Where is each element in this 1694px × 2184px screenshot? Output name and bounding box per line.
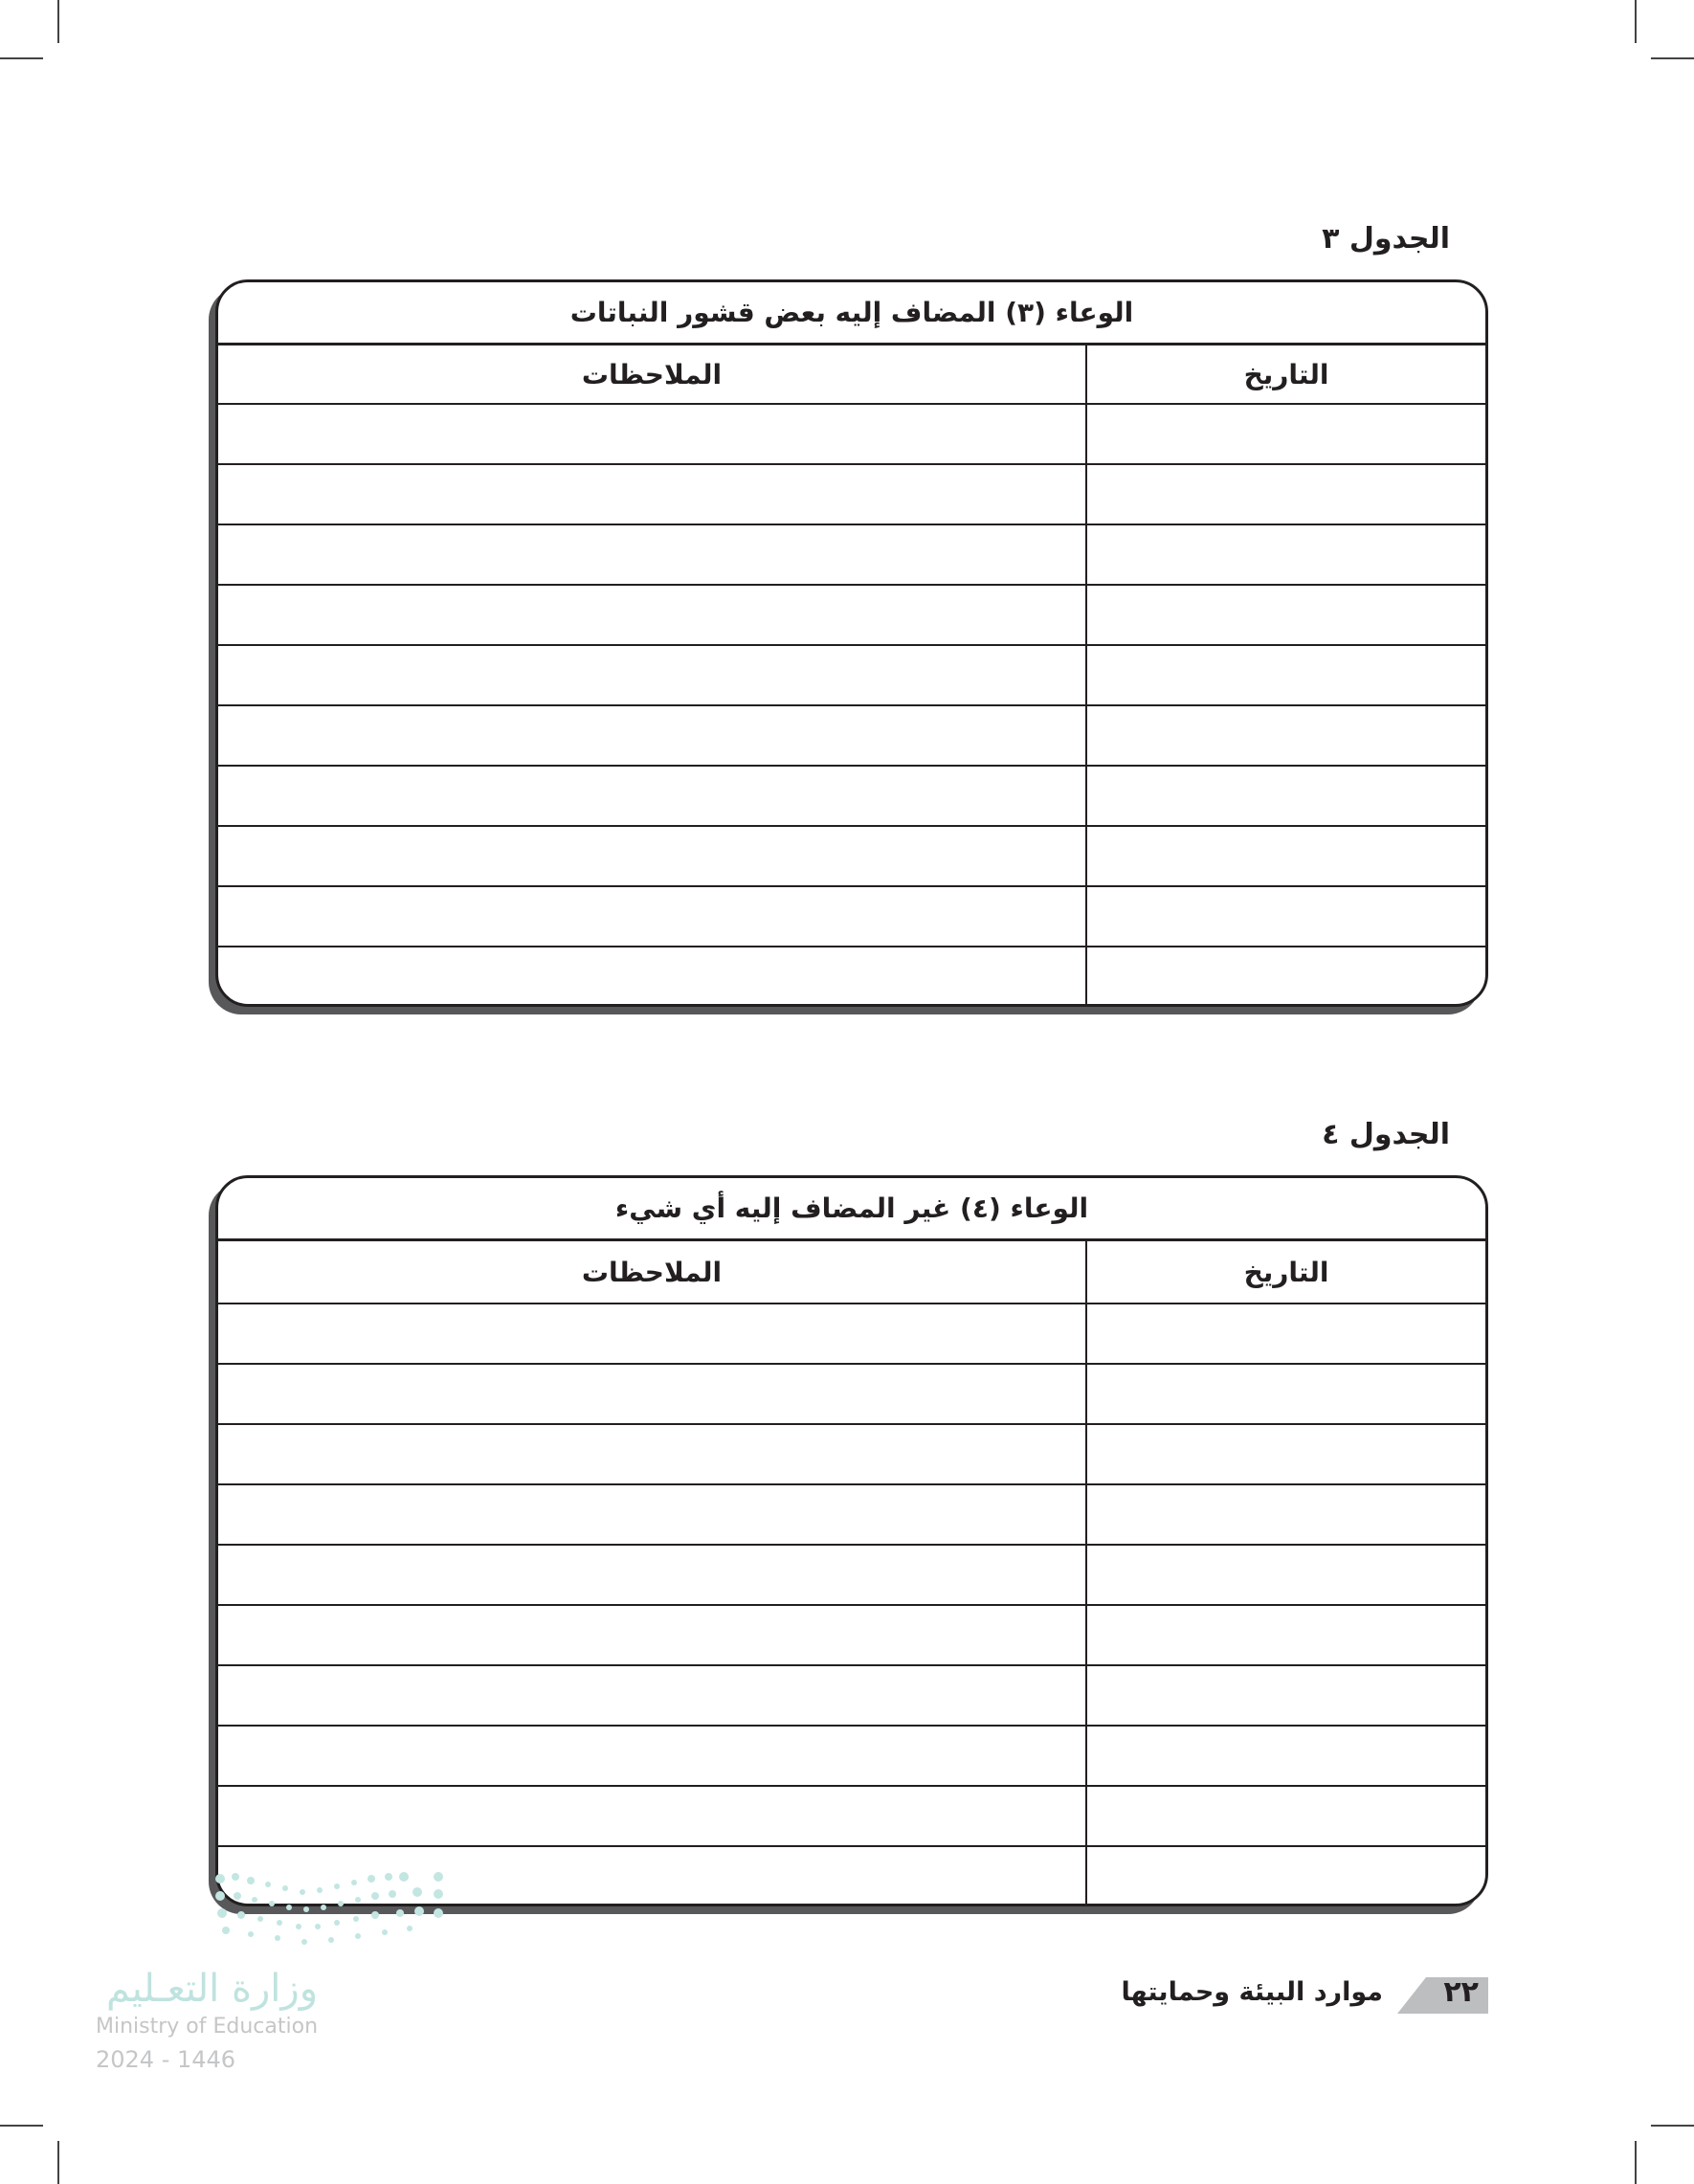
crop-mark [0,57,43,59]
table-caption: الجدول ٤ [1322,1118,1450,1151]
ministry-dots-logo [212,1871,452,1948]
date-cell[interactable] [1085,646,1485,704]
date-cell[interactable] [1085,887,1485,946]
notes-cell[interactable] [218,586,1085,644]
table-row [218,887,1485,947]
table-4 [215,1175,1488,1906]
date-cell[interactable] [1085,1666,1485,1725]
notes-cell[interactable] [218,706,1085,765]
table-title: الوعاء (٤) غير المضاف إليه أي شيء [218,1178,1485,1241]
date-cell[interactable] [1085,706,1485,765]
crop-mark [0,2125,43,2127]
table-body [215,279,1488,1007]
table-row [218,465,1485,525]
table-row [218,706,1485,767]
notes-cell[interactable] [218,465,1085,524]
table-row [218,1606,1485,1666]
notes-cell[interactable] [218,525,1085,584]
date-cell[interactable] [1085,1365,1485,1423]
date-cell[interactable] [1085,1546,1485,1604]
table-row [218,586,1485,646]
table-row [218,1425,1485,1485]
column-header-notes: الملاحظات [581,1256,723,1288]
notes-cell[interactable] [218,1666,1085,1725]
date-cell[interactable] [1085,525,1485,584]
crop-mark [1635,0,1637,43]
column-header-notes: الملاحظات [581,358,723,390]
date-cell[interactable] [1085,1787,1485,1845]
notes-cell[interactable] [218,947,1085,1007]
table-row [218,525,1485,586]
crop-mark [1651,2125,1694,2127]
date-cell[interactable] [1085,1727,1485,1785]
table-row [218,1365,1485,1425]
table-title: الوعاء (٣) المضاف إليه بعض قشور النباتات [218,282,1485,345]
table-row [218,827,1485,887]
page-number: ٢٢ [1443,1975,1479,2009]
notes-cell[interactable] [218,1485,1085,1544]
table-row [218,947,1485,1007]
crop-mark [57,2141,59,2184]
page-number-tab [1397,1972,1488,2014]
notes-cell[interactable] [218,1365,1085,1423]
table-row [218,1485,1485,1546]
ministry-watermark [96,1967,318,2073]
table-body [215,1175,1488,1906]
edition-year: 2024 - 1446 [96,2046,236,2073]
date-cell[interactable] [1085,1485,1485,1544]
date-cell[interactable] [1085,586,1485,644]
notes-cell[interactable] [218,827,1085,885]
date-cell[interactable] [1085,1847,1485,1906]
crop-mark [57,0,59,43]
notes-cell[interactable] [218,1425,1085,1483]
table-header-row [218,1241,1485,1304]
date-cell[interactable] [1085,465,1485,524]
date-cell[interactable] [1085,947,1485,1007]
date-cell[interactable] [1085,405,1485,463]
table-header-row [218,345,1485,405]
table-row [218,767,1485,827]
crop-mark [1635,2141,1637,2184]
notes-cell[interactable] [218,405,1085,463]
column-header-date: التاريخ [1085,345,1485,403]
column-header-date: التاريخ [1085,1241,1485,1303]
table-row [218,1727,1485,1787]
date-cell[interactable] [1085,1304,1485,1363]
date-cell[interactable] [1085,767,1485,825]
crop-mark [1651,57,1694,59]
table-3 [215,279,1488,1007]
chapter-title: موارد البيئة وحمايتها [1121,1977,1383,2007]
table-row [218,1546,1485,1606]
notes-cell[interactable] [218,1304,1085,1363]
table-row [218,1666,1485,1727]
ministry-name-arabic: وزارة التعـليم [105,1967,319,2011]
table-caption: الجدول ٣ [1322,222,1450,256]
notes-cell[interactable] [218,1787,1085,1845]
notes-cell[interactable] [218,646,1085,704]
table-row [218,1787,1485,1847]
ministry-name-english: Ministry of Education [96,2015,319,2039]
date-cell[interactable] [1085,1425,1485,1483]
table-row [218,646,1485,706]
notes-cell[interactable] [218,1546,1085,1604]
notes-cell[interactable] [218,887,1085,946]
table-row [218,405,1485,465]
date-cell[interactable] [1085,1606,1485,1664]
notes-cell[interactable] [218,1727,1085,1785]
notes-cell[interactable] [218,767,1085,825]
notes-cell[interactable] [218,1606,1085,1664]
date-cell[interactable] [1085,827,1485,885]
table-row [218,1304,1485,1365]
